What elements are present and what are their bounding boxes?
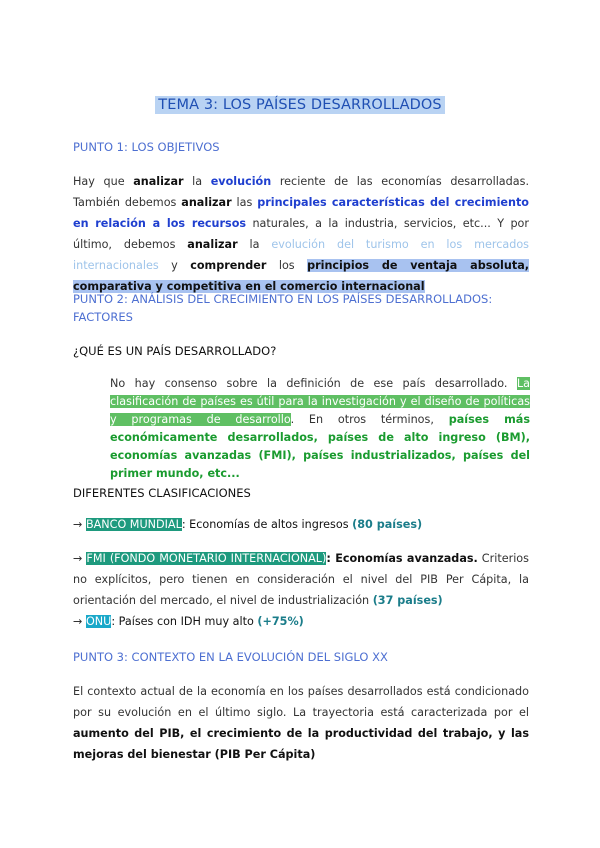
banco-mundial-line xyxy=(73,514,529,535)
keyword-pib: aumento del PIB, el crecimiento de la productividad del trabajo, y las mejoras del bienestar (PIB Per Cápita) xyxy=(73,727,529,761)
punto1-paragraph xyxy=(73,171,529,297)
text-span: El contexto actual de la economía en los países desarrollados está condicionado por su evolución en el último siglo. La trayectoria está caracterizada por el xyxy=(73,685,529,719)
arrow-icon: → xyxy=(73,615,86,628)
text-span: la xyxy=(237,238,272,251)
count-onu: (+75%) xyxy=(257,615,304,628)
keyword-analizar: analizar xyxy=(181,196,232,209)
keyword-analizar: analizar xyxy=(187,238,238,251)
punto3-heading: PUNTO 3: CONTEXTO EN LA EVOLUCIÓN DEL SIGLO XX xyxy=(73,650,388,664)
keyword-turismo: evolución del turismo en los mercados internacionales xyxy=(73,238,530,272)
text-span: reciente de las economías desarrolladas. También debemos xyxy=(73,175,529,209)
punto2-heading: PUNTO 2: ANÁLISIS DEL CRECIMIENTO EN LOS PAÍSES DESARROLLADOS: FACTORES xyxy=(73,292,493,324)
onu-line xyxy=(73,611,529,632)
punto1-heading: PUNTO 1: LOS OBJETIVOS xyxy=(73,140,220,154)
label-onu: ONU xyxy=(85,615,112,628)
question-heading: ¿QUÉ ES UN PAÍS DESARROLLADO? xyxy=(73,344,277,358)
keyword-analizar: analizar xyxy=(133,175,184,188)
text-span: Criterios no explícitos, pero tienen en consideración el nivel del PIB Per Cápita, la orientación del mercado, el nivel de industrialización xyxy=(73,552,529,607)
title-container xyxy=(0,94,600,114)
fmi-paragraph xyxy=(73,548,529,611)
text-span: la xyxy=(183,175,211,188)
count-fmi: (37 países) xyxy=(372,594,443,607)
keyword-comprender: comprender xyxy=(190,259,267,272)
text-span: y xyxy=(158,259,191,272)
highlight-clasificacion: La clasificación de países es útil para la investigación y el diseño de políticas y programas de desarrollo xyxy=(110,377,530,426)
punto3-paragraph xyxy=(73,681,529,765)
clasificaciones-heading: DIFERENTES CLASIFICACIONES xyxy=(73,486,251,500)
count-banco-mundial: (80 países) xyxy=(352,518,423,531)
text-span: . En otros términos, xyxy=(290,413,449,426)
text-span: No hay consenso sobre la definición de ese país desarrollado. xyxy=(110,377,517,390)
text-span: los xyxy=(266,259,308,272)
document-title: TEMA 3: LOS PAÍSES DESARROLLADOS xyxy=(155,96,444,114)
label-banco-mundial: BANCO MUNDIAL xyxy=(85,518,182,531)
arrow-icon: → xyxy=(73,518,86,531)
keyword-terminos: países más económicamente desarrollados, países de alto ingreso (BM), economías avanzadas (FMI), países industrializados, países del primer mundo, etc... xyxy=(110,413,530,480)
text-span: naturales, a la industria, servicios, etc... Y por último, debemos xyxy=(73,217,529,251)
keyword-caracteristicas: principales características del crecimiento en relación a los recursos xyxy=(73,196,529,230)
keyword-evolucion: evolución xyxy=(210,175,272,188)
definition-paragraph xyxy=(110,375,530,483)
text-span: : Países con IDH muy alto xyxy=(111,615,258,628)
text-span: las xyxy=(231,196,258,209)
label-fmi: FMI (FONDO MONETARIO INTERNACIONAL) xyxy=(86,552,327,565)
arrow-icon: → xyxy=(73,552,87,565)
text-span: : Economías de altos ingresos xyxy=(181,518,353,531)
keyword-economias-avanzadas: : Economías avanzadas. xyxy=(326,552,478,565)
text-span: Hay que xyxy=(73,175,134,188)
highlight-principios: principios de ventaja absoluta, comparativa y competitiva en el comercio internacional xyxy=(73,259,529,293)
